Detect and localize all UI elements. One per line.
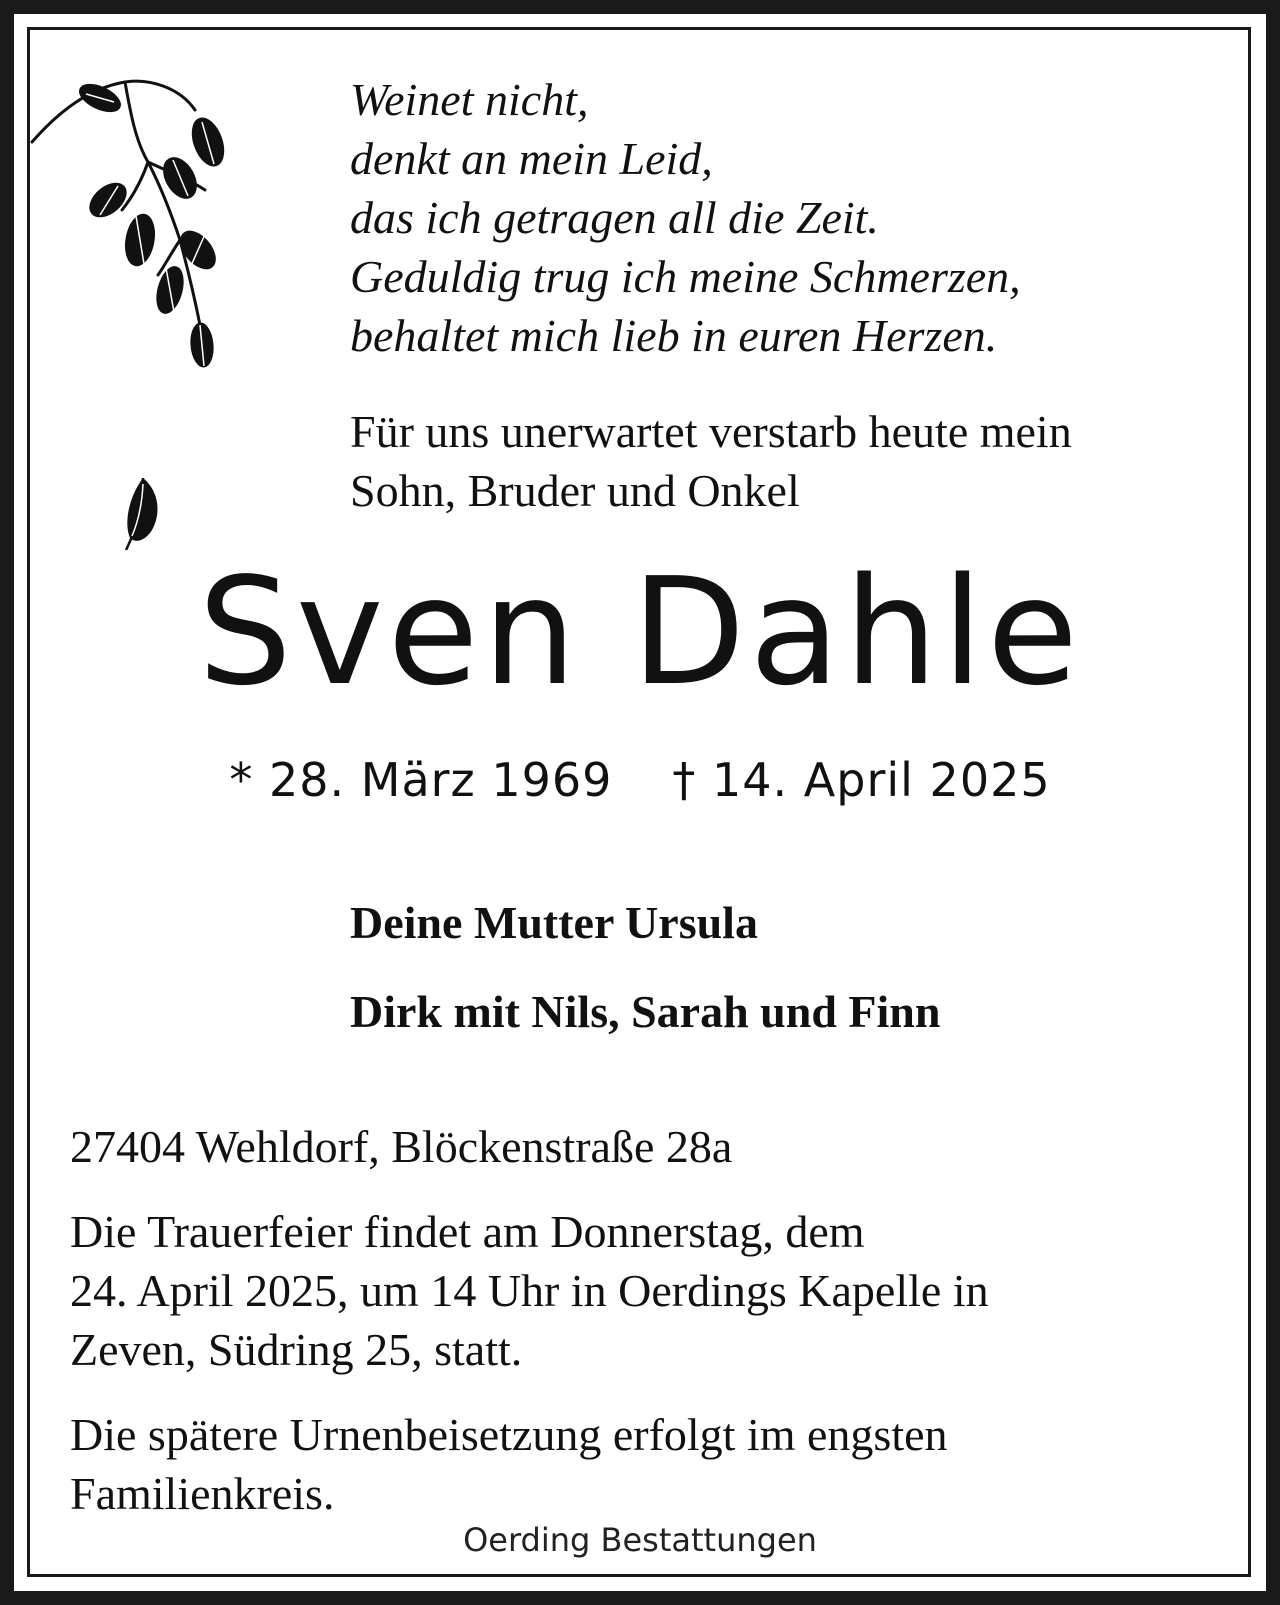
poem <box>350 70 1230 365</box>
burial-line: Familienkreis. <box>70 1468 335 1519</box>
intro-line: Für uns unerwartet verstarb heute mein <box>350 406 1072 457</box>
mourner: Dirk mit Nils, Sarah und Finn <box>350 986 941 1037</box>
poem-line: behaltet mich lieb in euren Herzen. <box>350 310 998 361</box>
birth-date: * 28. März 1969 <box>229 753 613 807</box>
undertaker-name: Oerding Bestattungen <box>463 1521 817 1559</box>
intro-line: Sohn, Bruder und Onkel <box>350 465 800 516</box>
death-date: † 14. April 2025 <box>672 753 1051 807</box>
address <box>70 1117 1220 1176</box>
address-line: 27404 Wehldorf, Blöckenstraße 28a <box>70 1121 733 1172</box>
ceremony-line: Die Trauerfeier findet am Donnerstag, dem <box>70 1206 865 1257</box>
poem-line: Weinet nicht, <box>350 74 589 125</box>
notice-details <box>70 1117 1220 1549</box>
poem-line: denkt an mein Leid, <box>350 133 713 184</box>
mourner: Deine Mutter Ursula <box>350 897 758 948</box>
branch-with-leaves-icon <box>30 70 240 380</box>
burial-line: Die spätere Urnenbeisetzung erfolgt im engsten <box>70 1409 948 1460</box>
ceremony-line: 24. April 2025, um 14 Uhr in Oerdings Kapelle in <box>70 1265 989 1316</box>
poem-line: Geduldig trug ich meine Schmerzen, <box>350 251 1021 302</box>
ceremony-info <box>70 1202 1220 1379</box>
ceremony-line: Zeven, Südring 25, statt. <box>70 1324 523 1375</box>
mourners-list <box>350 893 1230 1071</box>
burial-info <box>70 1405 1220 1523</box>
life-dates <box>0 745 1280 815</box>
deceased-name: Sven Dahle <box>197 546 1083 718</box>
poem-line: das ich getragen all die Zeit. <box>350 192 879 243</box>
intro-text <box>350 402 1230 520</box>
